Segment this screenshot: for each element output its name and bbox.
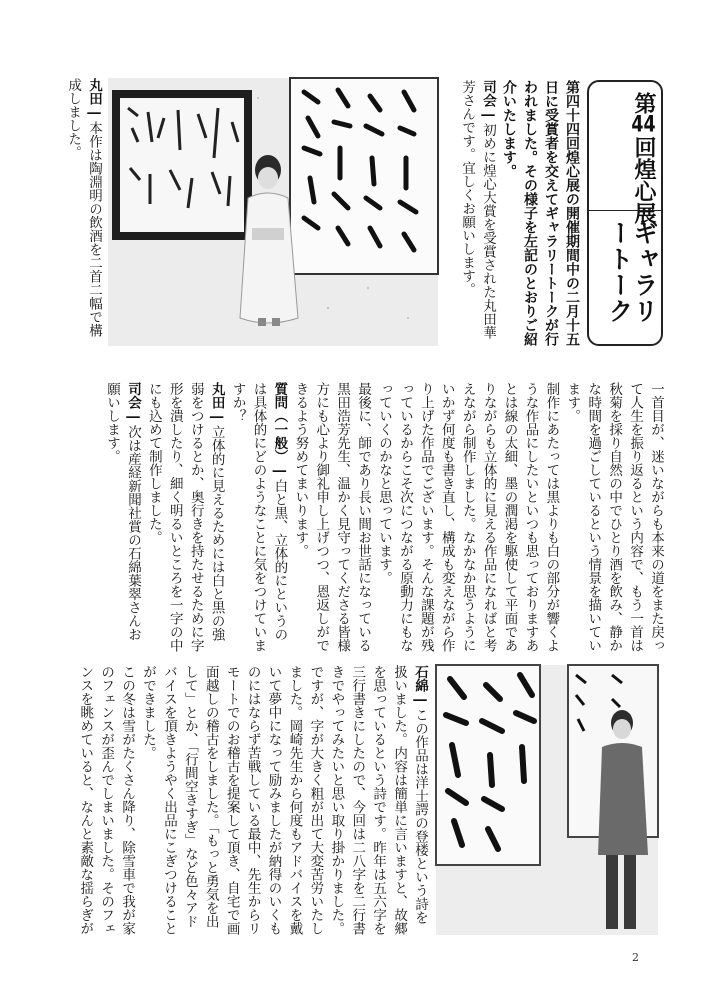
page-number: 2 (632, 951, 639, 964)
speaker-label: 司会― (480, 80, 496, 123)
ishiwata-paragraph-2: この冬は雪がたくさん降り、除雪車で我が家のフェンスが歪んでしまいました。そのフェンスを眺めていると、なんと素敵な揺らぎが (77, 665, 136, 935)
maruta-paragraph-1: 一首目が、迷いながらも本来の道をまた戻って人生を振り返るという内容で、もう一首は秋菊を採り自然の中でひとり酒を飲み、静かな時間を過ごしているという情景を描いています。 (564, 382, 664, 652)
title-suffix: 回 (631, 136, 656, 158)
answer-text: 立体的に見えるためには白と黒の強弱をつけるとか、奥行きを持たせるために字形を潰したり、細く明るいところを一字の中にも込めて制作しました。 (145, 382, 225, 652)
mc-intro (444, 80, 498, 350)
title-number: 44 (631, 114, 656, 136)
ishiwata-paragraph-1: この作品は洋士諤の登楼という詩を扱いました。内容は簡単に言いますと、故郷を思っているという詩です。昨年は五六字を三行書きにしたので、今回は二八字を二行書きでやってみたいと思い取り掛かりました。ですが、字が大きく粗が出て大変苦労いたしました。岡崎先生から何度もアドバイスを戴いて夢中になって励みましたが納得のいくものにはならず苦戦している最中、先生からリモートでのお稽古を提案して頂き、自宅で画面越しの稽古をしました。「もっと勇気を出して」とか、「行間空きすぎ」など色々アドバイスを頂きようやく出品にこぎつけることができました。 (140, 665, 428, 935)
photo-ishiwata-image (436, 665, 658, 935)
article-title-box (587, 80, 663, 346)
title-divider (589, 210, 661, 211)
exhibition-title (632, 92, 655, 224)
maruta-statement-text: 本作は陶淵明の飲酒を二首二幅で構成しました。 (65, 78, 102, 337)
speaker-label: 石綿― (412, 665, 428, 708)
speaker-label: 丸田― (86, 78, 102, 121)
intro-paragraph: 第四十四回煌心展の開催期間中の二月十五日に受賞者を交えてギャラリートークが行われました。その様子を左記のとおりご紹介いたします。 (501, 80, 580, 346)
question-text: 白と黒、立体的にというのは具体的にどのようなことに気をつけていますか？ (229, 382, 288, 652)
speaker-label: 司会― (124, 382, 141, 425)
mc-intro-text: 初めに煌心大賞を受賞された丸田華芳さんです。宜しくお願いします。 (459, 80, 496, 339)
speaker-label: 丸田― (208, 382, 225, 425)
maruta-paragraph-3: 最後に、師であり長い間お世話になっている黒田浩芳先生、温かく見守ってくださる皆様方にも心より御礼申し上げつつ、恩返しができるよう努めてまいります。 (292, 382, 372, 652)
photo-maruta-image (108, 78, 438, 346)
middle-text-block (58, 382, 666, 652)
maruta-paragraph-2: 制作にあたっては黒よりも白の部分が響くような作品にしたいといつも思っておりますあとは線の太細、墨の潤渇を駆使して平面でありながらも立体的に見える作品になればと考えながら制作しました。なかなか思うようにいかず何度も書き直し、構成も変えながら作り上げた作品でございます。そんな課題が残っているからこそ次につながる原動力にもなっていくのかなと思っています。 (376, 382, 560, 652)
title-prefix: 第 (631, 92, 656, 114)
title-exhibition-name: 煌心展 (631, 158, 656, 224)
maruta-statement (58, 78, 104, 348)
ishiwata-text-block (58, 665, 430, 937)
mc-next-text: 次は産経新聞社賞の石綿葉翠さんお願いします。 (104, 382, 141, 641)
photo-maruta (108, 78, 438, 346)
photo-ishiwata (436, 665, 658, 935)
speaker-label: 質問（一般）― (271, 382, 288, 479)
article-subtitle: ギャラリートーク (605, 220, 659, 324)
